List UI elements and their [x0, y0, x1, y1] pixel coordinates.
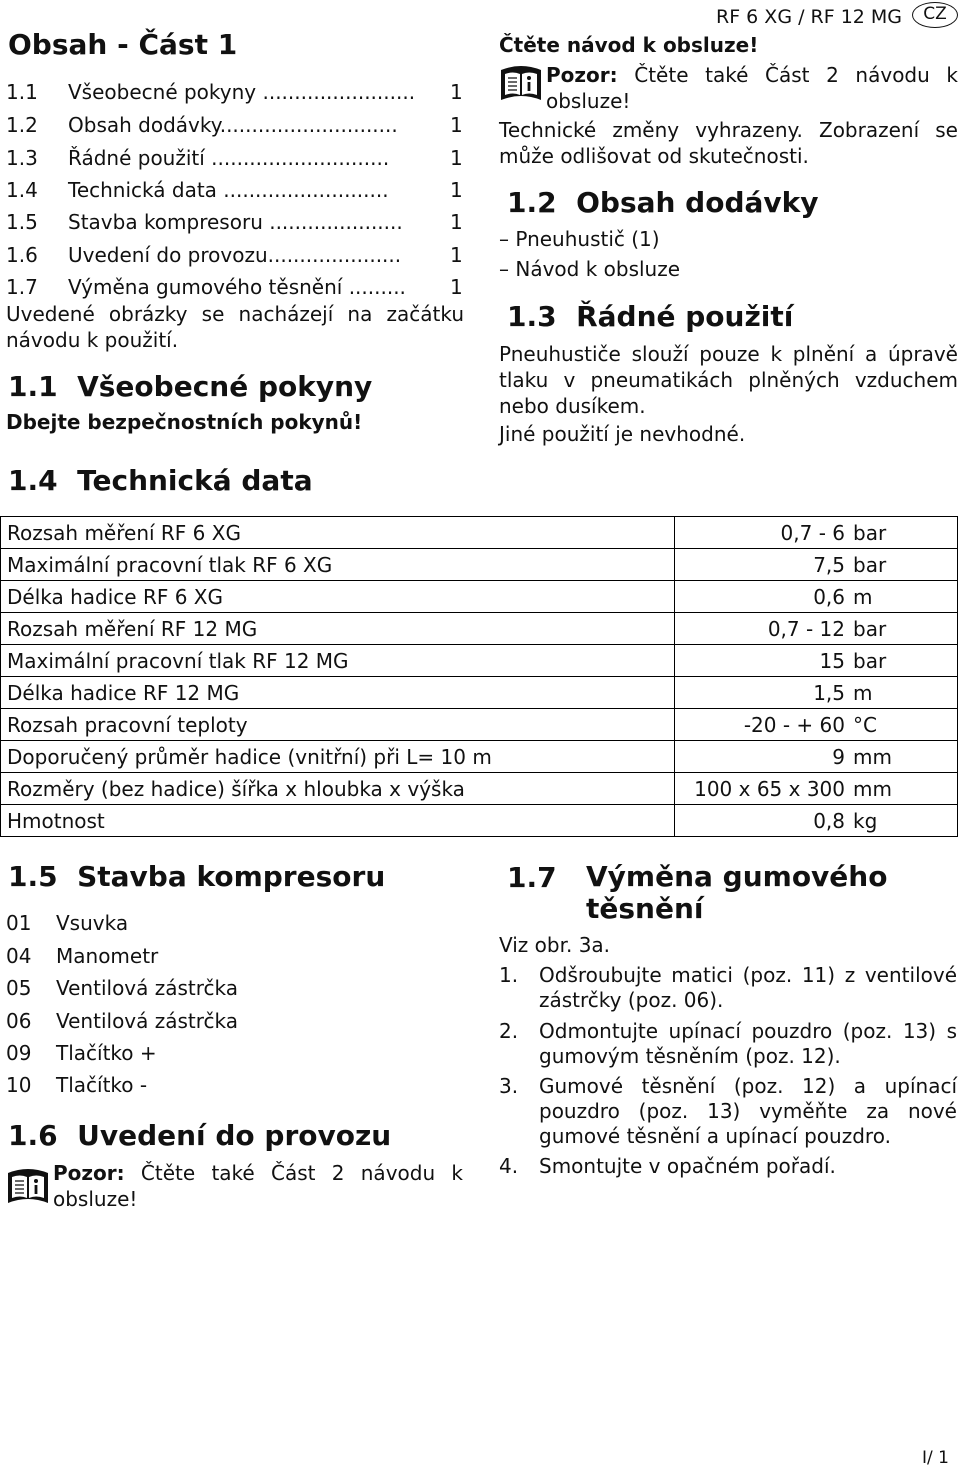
table-row	[1, 805, 958, 837]
section-1-3-heading: 1.3 Řádné použití	[507, 300, 794, 333]
spec-unit: mm	[849, 741, 958, 773]
toc-item-page: 1	[450, 243, 463, 267]
toc-item-number: 1.2	[6, 113, 38, 137]
delivery-item: – Návod k obsluze	[499, 257, 681, 281]
step-text: Smontujte v opačném pořadí.	[539, 1154, 836, 1178]
toc-item-number: 1.3	[6, 146, 38, 170]
spec-label: Doporučený průměr hadice (vnitřní) při L= 10 m	[1, 741, 675, 773]
toc-item[interactable]	[6, 243, 466, 275]
part-number: 10	[6, 1073, 32, 1097]
spec-unit: bar	[849, 645, 958, 677]
toc-note: Uvedené obrázky se nacházejí na začátku návodu k použití.	[6, 302, 464, 352]
section-1-4-heading: 1.4 Technická data	[8, 464, 313, 497]
spec-value: 0,7 - 6	[675, 517, 850, 549]
toc-item-number: 1.5	[6, 210, 38, 234]
spec-unit: m	[849, 581, 958, 613]
section-1-7-number: 1.7	[507, 861, 557, 894]
toc-item-title: Řádné použití ............................	[68, 146, 390, 170]
step-number: 1.	[499, 963, 519, 987]
toc-item-page: 1	[450, 275, 463, 299]
spec-value: 0,7 - 12	[675, 613, 850, 645]
step-number: 4.	[499, 1154, 519, 1178]
table-row	[1, 645, 958, 677]
spec-value: 0,6	[675, 581, 850, 613]
section-1-1-heading: 1.1 Všeobecné pokyny	[8, 370, 373, 403]
step-number: 3.	[499, 1074, 519, 1098]
warning-label: Pozor:	[546, 63, 618, 87]
section-1-5-heading: 1.5 Stavba kompresoru	[8, 860, 386, 893]
figure-reference: Viz obr. 3a.	[499, 933, 611, 957]
part-number: 04	[6, 944, 32, 968]
part-label: Ventilová zástrčka	[56, 1009, 239, 1033]
spec-unit: m	[849, 677, 958, 709]
spec-value: 1,5	[675, 677, 850, 709]
toc-item-number: 1.7	[6, 275, 38, 299]
spec-label: Rozsah měření RF 12 MG	[1, 613, 675, 645]
part-label: Vsuvka	[56, 911, 129, 935]
page-number: I/ 1	[922, 1448, 949, 1468]
section-1-7-heading-line: Výměna gumového	[586, 860, 888, 893]
section-1-7-heading-line: těsnění	[586, 892, 704, 925]
toc-item[interactable]	[6, 178, 466, 210]
toc-item-page: 1	[450, 178, 463, 202]
toc-item-page: 1	[450, 146, 463, 170]
misuse-note: Jiné použití je nevhodné.	[499, 422, 746, 446]
warning-text: Čtěte také Část 2 návodu k obsluze!	[546, 63, 958, 113]
step-text: Odšroubujte matici (poz. 11) z ventilové zástrčky (poz. 06).	[539, 963, 957, 1012]
toc-item-title: Technická data ..........................	[68, 178, 389, 202]
table-row	[1, 677, 958, 709]
delivery-item: – Pneuhustič (1)	[499, 227, 660, 251]
technical-changes-note: Technické změny vyhrazeny. Zobrazení se může odlišovat od skutečnosti.	[499, 118, 958, 168]
section-1-6-heading: 1.6 Uvedení do provozu	[8, 1119, 392, 1152]
part-number: 05	[6, 976, 32, 1000]
warning-note-top	[546, 62, 958, 114]
section-1-2-heading: 1.2 Obsah dodávky	[507, 186, 819, 219]
spec-unit: bar	[849, 549, 958, 581]
table-row	[1, 517, 958, 549]
warning-text: Čtěte také Část 2 návodu k obsluze!	[53, 1161, 463, 1211]
toc-item-page: 1	[450, 80, 463, 104]
spec-label: Rozsah pracovní teploty	[1, 709, 675, 741]
spec-value: 15	[675, 645, 850, 677]
spec-label: Rozsah měření RF 6 XG	[1, 517, 675, 549]
toc-item[interactable]	[6, 210, 466, 242]
book-icon	[6, 1167, 50, 1207]
toc-item-title: Výměna gumového těsnění .........	[68, 275, 406, 299]
table-row	[1, 581, 958, 613]
part-label: Tlačítko -	[56, 1073, 148, 1097]
spec-value: -20 - + 60	[675, 709, 850, 741]
spec-label: Délka hadice RF 6 XG	[1, 581, 675, 613]
warning-note-commissioning	[53, 1160, 463, 1212]
spec-unit: °C	[849, 709, 958, 741]
table-row	[1, 709, 958, 741]
spec-label: Délka hadice RF 12 MG	[1, 677, 675, 709]
book-icon	[499, 64, 543, 104]
table-row	[1, 741, 958, 773]
toc-item-page: 1	[450, 113, 463, 137]
toc-item-title: Obsah dodávky............................	[68, 113, 398, 137]
toc-item-page: 1	[450, 210, 463, 234]
step-number: 2.	[499, 1019, 519, 1043]
table-row	[1, 549, 958, 581]
spec-unit: bar	[849, 613, 958, 645]
toc-item-title: Uvedení do provozu.....................	[68, 243, 402, 267]
toc-title: Obsah - Část 1	[8, 28, 238, 61]
step-text: Gumové těsnění (poz. 12) a upínací pouzdro (poz. 13) vyměňte za nové gumové těsnění a upínací pouzdro.	[539, 1074, 957, 1148]
step-text: Odmontujte upínací pouzdro (poz. 13) s gumovým těsněním (poz. 12).	[539, 1019, 957, 1068]
toc-item-title: Všeobecné pokyny ........................	[68, 80, 416, 104]
spec-label: Maximální pracovní tlak RF 12 MG	[1, 645, 675, 677]
part-number: 06	[6, 1009, 32, 1033]
toc-item-number: 1.6	[6, 243, 38, 267]
toc-item[interactable]	[6, 80, 466, 112]
spec-unit: kg	[849, 805, 958, 837]
spec-value: 7,5	[675, 549, 850, 581]
intended-use-paragraph: Pneuhustiče slouží pouze k plnění a úpravě tlaku v pneumatikách plněných vzduchem nebo dusíkem.	[499, 342, 958, 418]
toc-item-title: Stavba kompresoru .....................	[68, 210, 403, 234]
part-number: 01	[6, 911, 32, 935]
table-row	[1, 773, 958, 805]
spec-label: Rozměry (bez hadice) šířka x hloubka x výška	[1, 773, 675, 805]
part-label: Manometr	[56, 944, 159, 968]
technical-data-table	[0, 516, 958, 837]
toc-item-number: 1.1	[6, 80, 38, 104]
toc-item[interactable]	[6, 146, 466, 178]
spec-value: 100 x 65 x 300	[675, 773, 850, 805]
part-label: Ventilová zástrčka	[56, 976, 239, 1000]
part-number: 09	[6, 1041, 32, 1065]
language-badge: CZ	[912, 2, 958, 28]
safety-note: Dbejte bezpečnostních pokynů!	[6, 410, 363, 434]
spec-unit: bar	[849, 517, 958, 549]
warning-label: Pozor:	[53, 1161, 125, 1185]
toc-item-number: 1.4	[6, 178, 38, 202]
table-row	[1, 613, 958, 645]
section-1-7-heading	[586, 861, 887, 925]
spec-value: 9	[675, 741, 850, 773]
spec-value: 0,8	[675, 805, 850, 837]
part-label: Tlačítko +	[56, 1041, 157, 1065]
header-model: RF 6 XG / RF 12 MG	[716, 6, 903, 28]
spec-label: Hmotnost	[1, 805, 675, 837]
read-manual-note: Čtěte návod k obsluze!	[499, 33, 759, 57]
spec-label: Maximální pracovní tlak RF 6 XG	[1, 549, 675, 581]
spec-unit: mm	[849, 773, 958, 805]
toc-item[interactable]	[6, 113, 466, 145]
